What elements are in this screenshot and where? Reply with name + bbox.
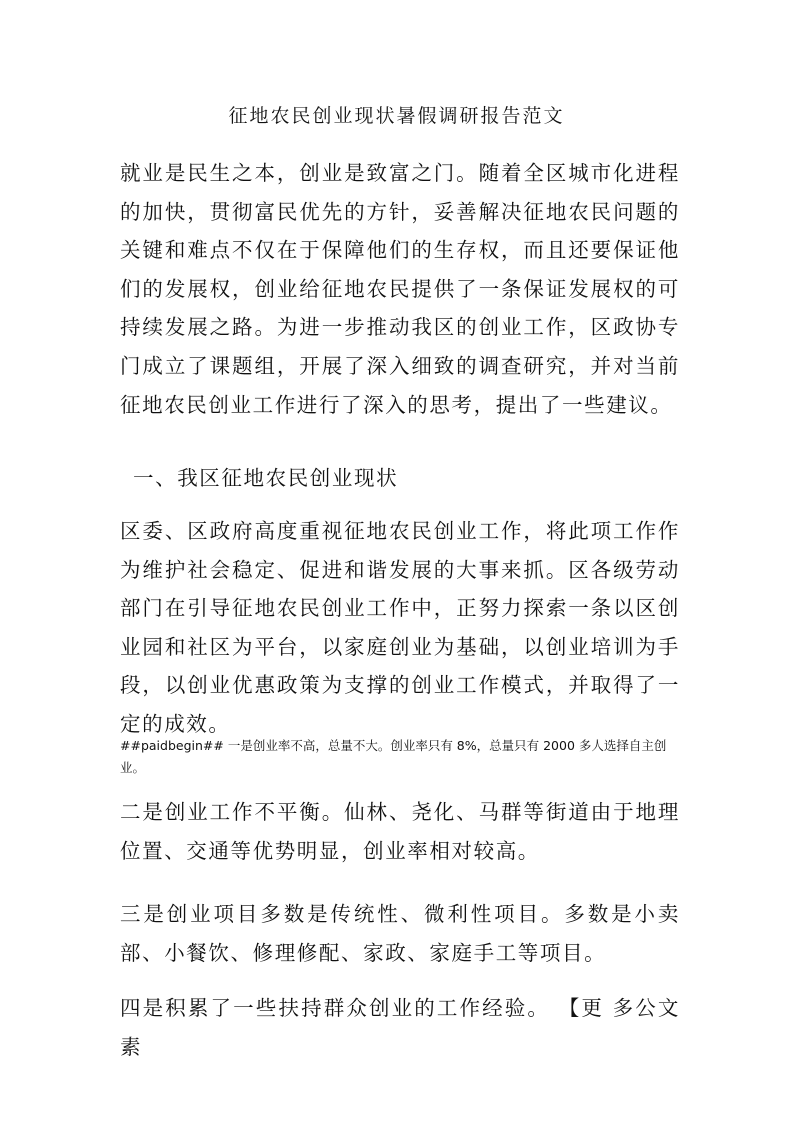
point-two-paragraph: 二是创业工作不平衡。仙林、尧化、马群等街道由于地理位置、交通等优势明显，创业率相对较高。 xyxy=(120,800,680,863)
point-four-paragraph: 四是积累了一些扶持群众创业的工作经验。 【更 多公文素 xyxy=(120,996,680,1059)
intro-paragraph: 就业是民生之本，创业是致富之门。随着全区城市化进程的加快，贯彻富民优先的方针，妥善解决征地农民问题的关键和难点不仅在于保障他们的生存权，而且还要保证他们的发展权，创业给征地农民提供了一条保证发展权的可持续发展之路。为进一步推动我区的创业工作，区政协专门成立了课题组，开展了深入细致的调查研究，并对当前征地农民创业工作进行了深入的思考，提出了一些建议。 xyxy=(120,161,680,417)
section-body-paragraph: 区委、区政府高度重视征地农民创业工作，将此项工作作为维护社会稳定、促进和谐发展的大事来抓。区各级劳动部门在引导征地农民创业工作中，正努力探索一条以区创业园和社区为平台，以家庭创业为基础，以创业培训为手段，以创业优惠政策为支撑的创业工作模式，并取得了一定的成效。 xyxy=(120,519,680,736)
section-heading: 一、我区征地农民创业现状 xyxy=(133,466,399,490)
document-title: 征地农民创业现状暑假调研报告范文 xyxy=(228,105,565,127)
marker-note-paragraph: ##paidbegin## 一是创业率不高，总量不大。创业率只有 8%，总量只有 2000 多人选择自主创业。 xyxy=(120,738,667,775)
point-three-paragraph: 三是创业项目多数是传统性、微利性项目。多数是小卖部、小餐饮、修理修配、家政、家庭手工等项目。 xyxy=(120,902,680,965)
